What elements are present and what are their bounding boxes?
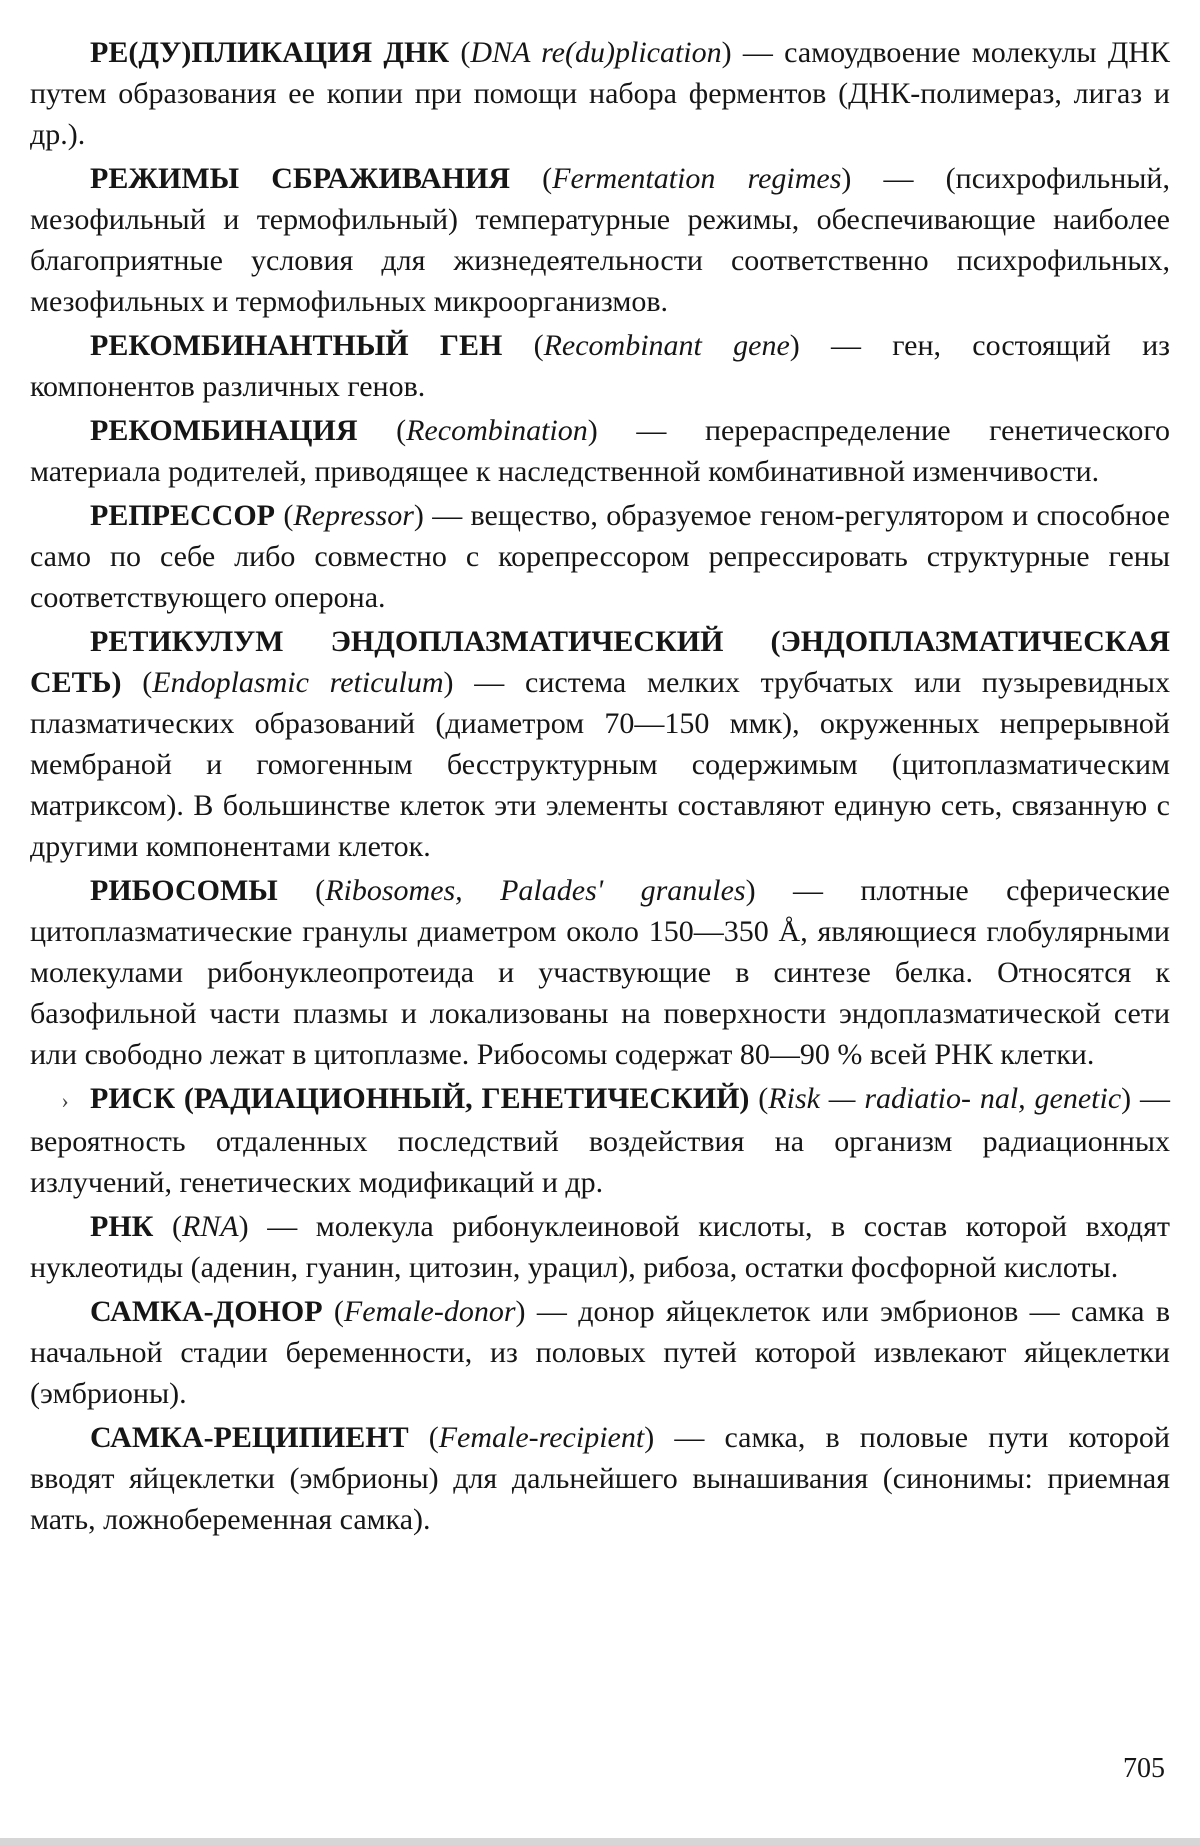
dictionary-entry: РЕТИКУЛУМ ЭНДОПЛАЗМАТИЧЕСКИЙ (ЭНДОПЛАЗМАТИЧЕСКАЯ СЕТЬ) (Endoplasmic reticulum) — система мелких трубчатых или пузыревидных плазматических образований (диаметром 70—150 ммк), окруженных непрерывной мембраной и гомогенным бесструктурным содержимым (цитоплазматическим матриксом). В большинстве клеток эти элементы составляют единую сеть, связанную с другими компонентами клеток. [30, 625, 1170, 863]
entry-term: РЕТИКУЛУМ ЭНДОПЛАЗМАТИЧЕСКИЙ (ЭНДОПЛАЗМАТИЧЕСКАЯ СЕТЬ) [30, 625, 1170, 699]
entry-definition: — самка, в половые пути которой вводят яйцеклетки (эмбрионы) для дальнейшего вынашивания (синонимы: приемная мать, ложнобеременная самка). [30, 1421, 1170, 1536]
page-bottom-edge [0, 1838, 1200, 1845]
dictionary-entry: САМКА-ДОНОР (Female-donor) — донор яйцеклеток или эмбрионов — самка в начальной стадии беременности, из половых путей которой извлекают яйцеклетки (эмбрионы). [30, 1295, 1170, 1410]
entry-definition: — ген, состоящий из компонентов различных генов. [30, 329, 1170, 403]
dictionary-entry: САМКА-РЕЦИПИЕНТ (Female-recipient) — самка, в половые пути которой вводят яйцеклетки (эмбрионы) для дальнейшего вынашивания (синонимы: приемная мать, ложнобеременная самка). [30, 1421, 1170, 1536]
entry-english-term: Female-recipient [438, 1421, 645, 1454]
entry-term: РИБОСОМЫ [90, 874, 278, 907]
entry-english-term: Recombination [406, 414, 588, 447]
dictionary-entry: РНК (RNA) — молекула рибонуклеиновой кислоты, в состав которой входят нуклеотиды (аденин, гуанин, цитозин, урацил), рибоза, остатки фосфорной кислоты. [30, 1210, 1170, 1284]
entry-english-term: Fermentation regimes [552, 162, 842, 195]
entry-term: РЕ(ДУ)ПЛИКАЦИЯ ДНК [90, 36, 450, 69]
entry-definition: — самоудвоение молекулы ДНК путем образования ее копии при помощи набора ферментов (ДНК-полимераз, лигаз и др.). [30, 36, 1170, 151]
dictionary-entry: РЕКОМБИНАНТНЫЙ ГЕН (Recombinant gene) — ген, состоящий из компонентов различных генов. [30, 329, 1170, 403]
dictionary-page [30, 32, 1170, 1543]
entry-english-term: Endoplasmic reticulum [152, 666, 444, 699]
dictionary-entry: РЕПРЕССОР (Repressor) — вещество, образуемое геном-регулятором и способное само по себе либо совместно с корепрессором репрессировать структурные гены соответствующего оперона. [30, 499, 1170, 614]
dictionary-entry: РЕКОМБИНАЦИЯ (Recombination) — перераспределение генетического материала родителей, приводящее к наследственной комбинативной изменчивости. [30, 414, 1170, 488]
entry-english-term: RNA [181, 1210, 239, 1243]
entry-english-term: Repressor [293, 499, 414, 532]
dictionary-entry: РЕЖИМЫ СБРАЖИВАНИЯ (Fermentation regimes) — (психрофильный, мезофильный и термофильный) температурные режимы, обеспечивающие наиболее благоприятные условия для жизнедеятельности соответственно психрофильных, мезофильных и термофильных микроорганизмов. [30, 162, 1170, 318]
page-number: 705 [1123, 1753, 1165, 1784]
dictionary-entry: › РИСК (РАДИАЦИОННЫЙ, ГЕНЕТИЧЕСКИЙ) (Risk — radiatio- nal, genetic) — вероятность отдаленных последствий воздействия на организм радиационных излучений, генетических модификаций и др. [30, 1082, 1171, 1199]
entry-definition: — вещество, образуемое геном-регулятором и способное само по себе либо совместно с корепрессором репрессировать структурные гены соответствующего оперона. [30, 499, 1170, 614]
entry-definition: — плотные сферические цитоплазматические гранулы диаметром около 150—350 Å, являющиеся глобулярными молекулами рибонуклеопротеида и участвующие в синтезе белка. Относятся к базофильной части плазмы и локализованы на поверхности эндоплазматической сети или свободно лежат в цитоплазме. Рибосомы содержат 80—90 % всей РНК клетки. [30, 874, 1170, 1071]
entry-english-term: Risk — radiatio- nal, genetic [768, 1082, 1122, 1115]
entry-english-term: Ribosomes, Palades' granules [325, 874, 746, 907]
entry-term: РЕЖИМЫ СБРАЖИВАНИЯ [90, 162, 510, 195]
entry-english-term: Female-donor [343, 1295, 516, 1328]
entry-definition: — (психрофильный, мезофильный и термофильный) температурные режимы, обеспечивающие наиболее благоприятные условия для жизнедеятельности соответственно психрофильных, мезофильных и термофильных микроорганизмов. [30, 162, 1170, 318]
entry-term: РИСК (РАДИАЦИОННЫЙ, ГЕНЕТИЧЕСКИЙ) [90, 1082, 750, 1115]
entry-definition: — система мелких трубчатых или пузыревидных плазматических образований (диаметром 70—150 ммк), окруженных непрерывной мембраной и гомогенным бесструктурным содержимым (цитоплазматическим матриксом). В большинстве клеток эти элементы составляют единую сеть, связанную с другими компонентами клеток. [30, 666, 1170, 863]
entry-definition: — молекула рибонуклеиновой кислоты, в состав которой входят нуклеотиды (аденин, гуанин, цитозин, урацил), рибоза, остатки фосфорной кислоты. [30, 1210, 1170, 1284]
dictionary-entry: РИБОСОМЫ (Ribosomes, Palades' granules) — плотные сферические цитоплазматические гранулы диаметром около 150—350 Å, являющиеся глобулярными молекулами рибонуклеопротеида и участвующие в синтезе белка. Относятся к базофильной части плазмы и локализованы на поверхности эндоплазматической сети или свободно лежат в цитоплазме. Рибосомы содержат 80—90 % всей РНК клетки. [30, 874, 1170, 1071]
entry-term: РЕКОМБИНАЦИЯ [90, 414, 358, 447]
entry-term: РЕКОМБИНАНТНЫЙ ГЕН [90, 329, 503, 362]
entry-term: РЕПРЕССОР [90, 499, 275, 532]
entry-term: РНК [90, 1210, 154, 1243]
dictionary-entry: РЕ(ДУ)ПЛИКАЦИЯ ДНК (DNA re(du)plication) — самоудвоение молекулы ДНК путем образования ее копии при помощи набора ферментов (ДНК-полимераз, лигаз и др.). [30, 36, 1170, 151]
entry-definition: — перераспределение генетического материала родителей, приводящее к наследственной комбинативной изменчивости. [30, 414, 1170, 488]
entry-english-term: Recombinant gene [543, 329, 790, 362]
entry-term: САМКА-РЕЦИПИЕНТ [90, 1421, 409, 1454]
entry-term: САМКА-ДОНОР [90, 1295, 323, 1328]
entry-english-term: DNA re(du)plication [470, 36, 722, 69]
entry-definition: — донор яйцеклеток или эмбрионов — самка в начальной стадии беременности, из половых путей которой извлекают яйцеклетки (эмбрионы). [30, 1295, 1170, 1410]
margin-mark: › [61, 1088, 69, 1113]
entry-definition: — вероятность отдаленных последствий воздействия на организм радиационных излучений, генетических модификаций и др. [30, 1082, 1171, 1199]
